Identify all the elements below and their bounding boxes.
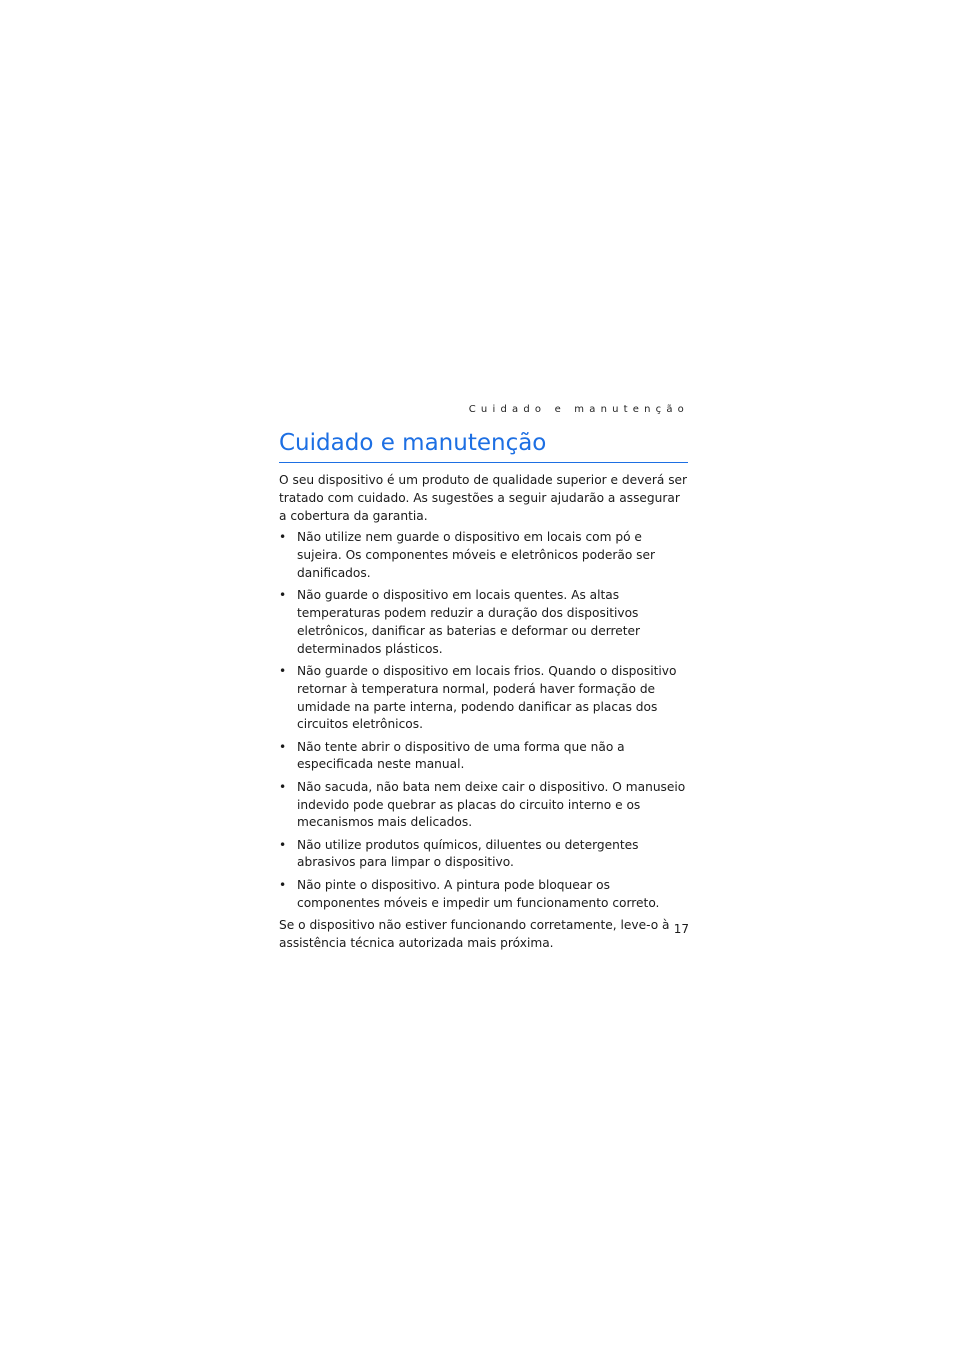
bullet-icon: •	[279, 779, 287, 794]
bullet-icon: •	[279, 739, 287, 754]
intro-paragraph: O seu dispositivo é um produto de qualidade superior e deverá ser tratado com cuidado. As sugestões a seguir ajudarão a assegurar a cobertura da garantia.	[279, 473, 688, 523]
list-item-text: Não utilize produtos químicos, diluentes ou detergentes abrasivos para limpar o dispositivo.	[297, 837, 639, 870]
care-tips-list	[279, 529, 689, 912]
bullet-icon: •	[279, 530, 287, 545]
running-header: Cuidado e manutenção	[468, 404, 689, 415]
page-title: Cuidado e manutenção	[279, 428, 688, 463]
bullet-icon: •	[279, 837, 287, 852]
list-item	[279, 529, 689, 582]
list-item	[279, 739, 689, 775]
bullet-icon: •	[279, 877, 287, 892]
list-item-text: Não sacuda, não bata nem deixe cair o dispositivo. O manuseio indevido pode quebrar as placas do circuito interno e os mecanismos mais delicados.	[297, 779, 686, 830]
list-item-text: Não pinte o dispositivo. A pintura pode bloquear os componentes móveis e impedir um funcionamento correto.	[297, 877, 660, 910]
list-item-text: Não tente abrir o dispositivo de uma forma que não a especificada neste manual.	[297, 739, 625, 772]
list-item-text: Não guarde o dispositivo em locais quentes. As altas temperaturas podem reduzir a duração dos dispositivos eletrônicos, danificar as baterias e deformar ou derreter determinados plásticos.	[297, 588, 641, 656]
list-item-text: Não utilize nem guarde o dispositivo em locais com pó e sujeira. Os componentes móveis e eletrônicos poderão ser danificados.	[297, 530, 656, 580]
bullet-icon: •	[279, 588, 287, 603]
list-item	[279, 837, 689, 873]
list-item	[279, 877, 689, 913]
list-item	[279, 663, 689, 734]
list-item	[279, 779, 689, 832]
bullet-icon: •	[279, 663, 287, 678]
body-content	[279, 472, 689, 952]
page-number: 17	[673, 922, 689, 936]
list-item-text: Não guarde o dispositivo em locais frios. Quando o dispositivo retornar à temperatura normal, poderá haver formação de umidade na parte interna, podendo danificar as placas dos circuitos eletrônicos.	[297, 663, 677, 732]
list-item	[279, 587, 689, 658]
closing-paragraph: Se o dispositivo não estiver funcionando corretamente, leve-o à assistência técnica autorizada mais próxima.	[279, 917, 670, 950]
